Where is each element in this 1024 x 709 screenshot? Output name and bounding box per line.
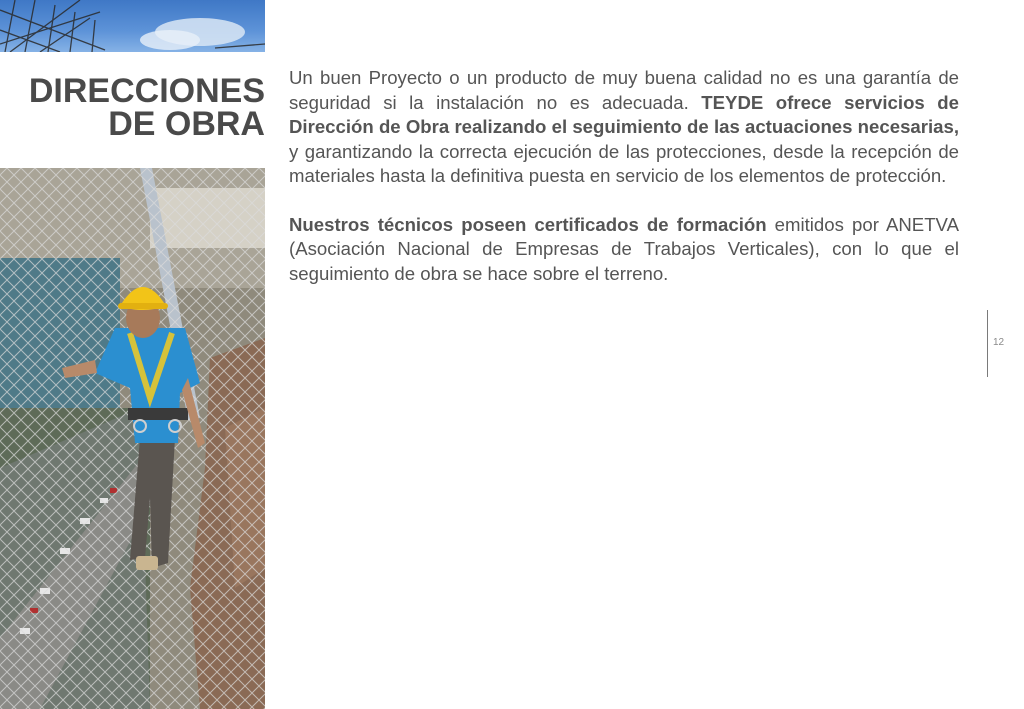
paragraph2-highlight: Nuestros técnicos poseen certificados de formación	[289, 213, 767, 235]
paragraph-direction-services	[289, 66, 959, 189]
paragraph2-rest: emitidos por ANETVA (Asociación Nacional de Empresas de Trabajos Verticales), con lo que el seguimiento de obra se hace sobre el terreno.	[289, 213, 959, 284]
page-number-divider	[987, 310, 988, 377]
page-title-line2: DE OBRA	[108, 105, 265, 143]
page-number: 12	[993, 337, 1005, 348]
page-title	[0, 72, 265, 143]
worker-on-rockfall-net-photo	[0, 168, 265, 709]
paragraph-technicians-certification	[289, 213, 959, 287]
header-photo-sky	[0, 0, 265, 52]
paragraph1-rest: y garantizando la correcta ejecución de las protecciones, desde la recepción de materiales hasta la definitiva puesta en servicio de los elementos de protección.	[289, 140, 959, 186]
body-text	[289, 66, 959, 310]
page-title-line1: DIRECCIONES	[28, 72, 265, 110]
paragraph1-intro: Un buen Proyecto o un producto de muy buena calidad no es una garantía de seguridad si la instalación no es adecuada.	[289, 67, 959, 113]
paragraph1-highlight: TEYDE ofrece servicios de Dirección de Obra realizando el seguimiento de las actuaciones necesarias,	[289, 91, 959, 137]
